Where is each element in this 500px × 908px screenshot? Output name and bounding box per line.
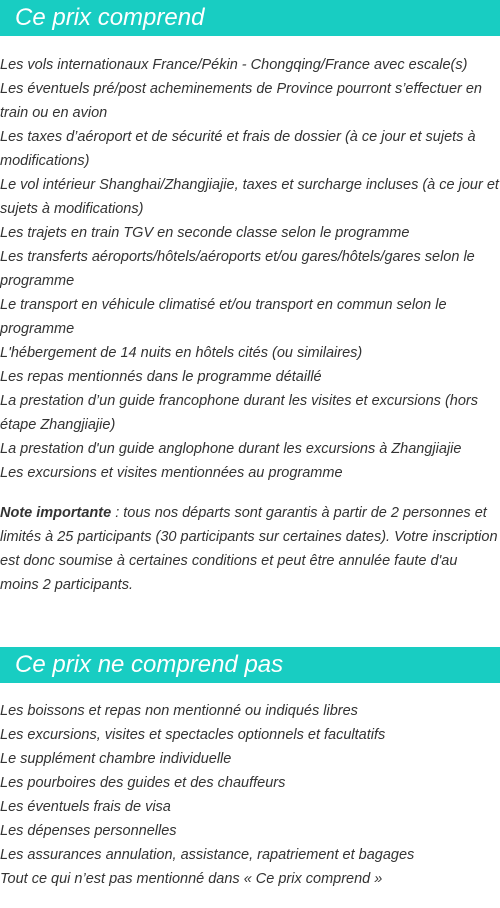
- list-item: Les pourboires des guides et des chauffeurs: [0, 775, 286, 791]
- list-item: Les éventuels frais de visa: [0, 799, 171, 815]
- list-item: Les dépenses personnelles: [0, 823, 177, 839]
- important-note-text: : tous nos départs sont garantis à partir de 2 personnes et limités à 25 participants (30 participants sur certaines dates). Votre inscription est donc soumise à certaines conditions et peut être annulée faute d'au moins 2 participants.: [0, 505, 498, 593]
- list-item: Les vols internationaux France/Pékin - Chongqing/France avec escale(s): [0, 57, 468, 73]
- list-item: La prestation d'un guide anglophone durant les excursions à Zhangjiajie: [0, 441, 462, 457]
- important-note: [0, 501, 500, 597]
- list-item: Les assurances annulation, assistance, rapatriement et bagages: [0, 847, 415, 863]
- price-includes-heading: Ce prix comprend: [0, 0, 500, 36]
- list-item: Les trajets en train TGV en seconde classe selon le programme: [0, 225, 410, 241]
- list-item: Les boissons et repas non mentionné ou indiqués libres: [0, 703, 358, 719]
- list-item: La prestation d’un guide francophone durant les visites et excursions (hors étape Zhangjiajie): [0, 393, 478, 433]
- list-item: Le vol intérieur Shanghai/Zhangjiajie, taxes et surcharge incluses (à ce jour et sujets à modifications): [0, 177, 499, 217]
- list-item: Les repas mentionnés dans le programme détaillé: [0, 369, 322, 385]
- list-item: Tout ce qui n’est pas mentionné dans « Ce prix comprend »: [0, 871, 383, 887]
- list-item: Les taxes d’aéroport et de sécurité et frais de dossier (à ce jour et sujets à modifications): [0, 129, 476, 169]
- price-excludes-heading: Ce prix ne comprend pas: [0, 647, 500, 683]
- price-excludes-list: [0, 699, 500, 891]
- list-item: Les éventuels pré/post acheminements de Province pourront s’effectuer en train ou en avion: [0, 81, 482, 121]
- list-item: L'hébergement de 14 nuits en hôtels cités (ou similaires): [0, 345, 363, 361]
- list-item: Le supplément chambre individuelle: [0, 751, 232, 767]
- list-item: Les excursions, visites et spectacles optionnels et facultatifs: [0, 727, 386, 743]
- important-note-label: Note importante: [0, 505, 112, 521]
- price-includes-list: [0, 53, 500, 485]
- list-item: Les transferts aéroports/hôtels/aéroports et/ou gares/hôtels/gares selon le programme: [0, 249, 475, 289]
- list-item: Le transport en véhicule climatisé et/ou transport en commun selon le programme: [0, 297, 447, 337]
- list-item: Les excursions et visites mentionnées au programme: [0, 465, 343, 481]
- price-excludes-section: [0, 647, 500, 891]
